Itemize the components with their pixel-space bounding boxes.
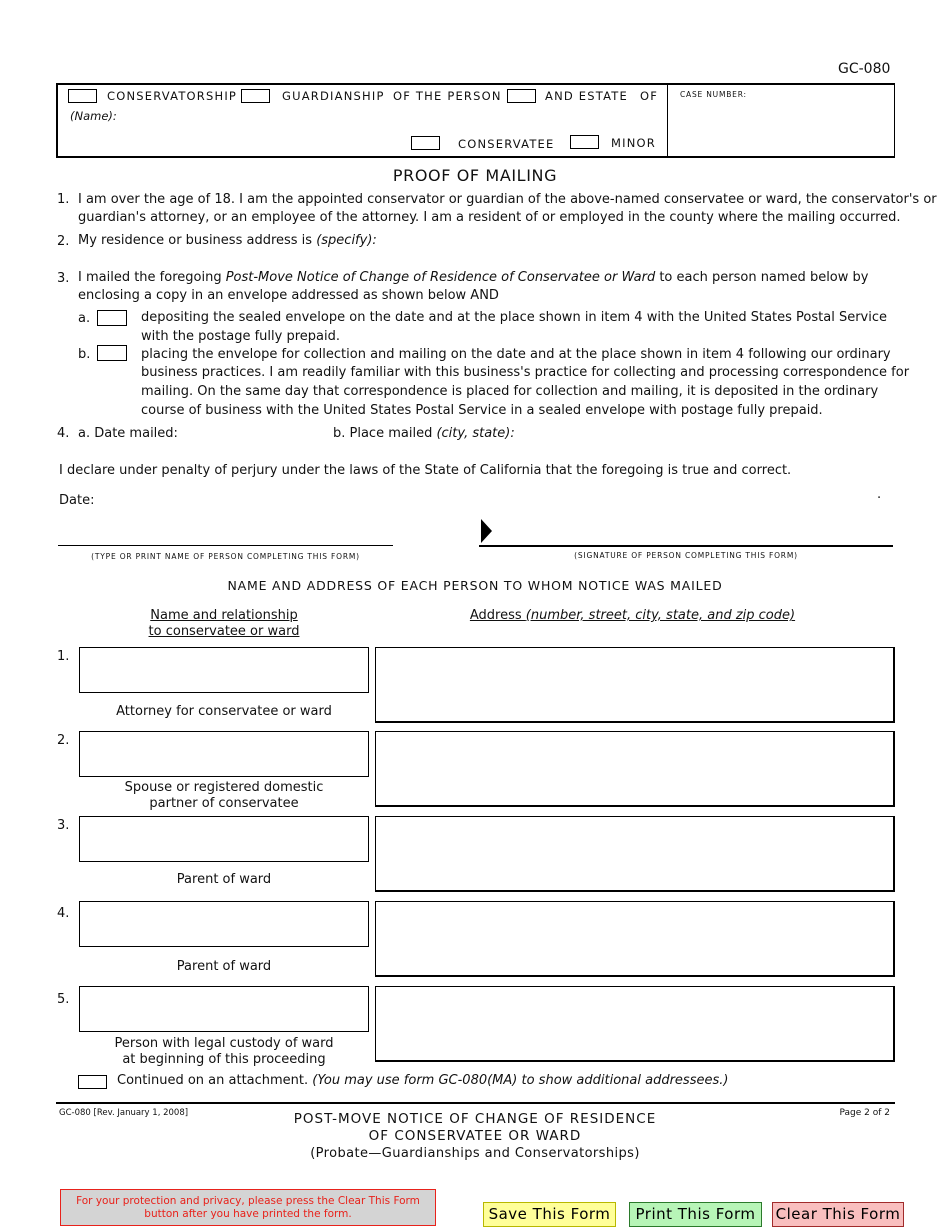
recipient-1-address-field[interactable] — [375, 647, 895, 723]
item-3b-line-3: mailing. On the same day that correspondence is placed for collection and mailing, it is deposited in the ordinary — [141, 384, 879, 399]
recipient-1-relationship-line-1: Attorney for conservatee or ward — [116, 704, 332, 719]
privacy-notice: For your protection and privacy, please press the Clear This Form button after you have printed the form. — [60, 1189, 436, 1226]
item-3a-label: a. — [78, 311, 91, 326]
item-3-notice-title: Post-Move Notice of Change of Residence of Conservatee or Ward — [225, 270, 656, 285]
case-number-label: CASE NUMBER: — [680, 90, 747, 99]
form-number: GC-080 — [838, 61, 891, 77]
name-signature-line — [58, 545, 393, 546]
item-3b-checkbox[interactable] — [97, 345, 127, 361]
recipient-4-relationship — [79, 959, 369, 975]
recipient-5-relationship — [79, 1036, 369, 1068]
recipient-3-relationship-line-1: Parent of ward — [176, 872, 272, 887]
name-caption: (TYPE OR PRINT NAME OF PERSON COMPLETING THIS FORM) — [91, 552, 360, 561]
place-mailed-text: b. Place mailed — [333, 426, 437, 441]
date-label: Date: — [59, 493, 95, 508]
recipient-2-address-field[interactable] — [375, 731, 895, 807]
continued-hint: (You may use form GC-080(MA) to show additional addressees.) — [312, 1073, 729, 1088]
recipient-5-number: 5. — [57, 992, 70, 1007]
recipient-4-relationship-line-1: Parent of ward — [176, 959, 272, 974]
list-heading: NAME AND ADDRESS OF EACH PERSON TO WHOM NOTICE WAS MAILED — [227, 578, 723, 593]
item-3a-checkbox[interactable] — [97, 310, 127, 326]
and-estate-checkbox[interactable] — [507, 89, 536, 103]
item-3b-line-1: placing the envelope for collection and mailing on the date and at the place shown in item 4 following our ordinary — [141, 347, 891, 362]
item-1-line-2: guardian's attorney, or an employee of the attorney. I am a resident of or employed in the county where the mailing occurred. — [78, 210, 901, 225]
recipient-5-name-field[interactable] — [79, 986, 369, 1032]
address-column-label: Address — [469, 608, 526, 623]
continued-label: Continued on an attachment. — [117, 1073, 313, 1088]
of-the-person-label: OF THE PERSON — [393, 89, 502, 103]
place-mailed-hint: (city, state): — [436, 426, 515, 441]
item-3b-line-2: business practices. I am readily familiar with this business's practice for collecting and processing correspondence for — [141, 365, 910, 380]
conservatee-checkbox[interactable] — [411, 136, 440, 150]
revision-label: GC-080 [Rev. January 1, 2008] — [59, 1108, 189, 1118]
page-title: PROOF OF MAILING — [392, 166, 558, 185]
recipient-2-number: 2. — [57, 733, 70, 748]
date-mailed-label: a. Date mailed: — [78, 426, 178, 441]
declaration: I declare under penalty of perjury under the laws of the State of California that the foregoing is true and correct. — [59, 463, 792, 478]
recipient-1-relationship — [79, 704, 369, 720]
item-1-line-1: I am over the age of 18. I am the appointed conservator or guardian of the above-named conservatee or ward, the conservator's or — [78, 192, 937, 207]
footer-subtitle: (Probate—Guardianships and Conservatorships) — [310, 1146, 640, 1161]
recipient-5-address-field[interactable] — [375, 986, 895, 1062]
minor-label: MINOR — [611, 136, 656, 150]
minor-checkbox[interactable] — [570, 135, 599, 149]
recipient-3-address-field[interactable] — [375, 816, 895, 892]
item-4-number: 4. — [57, 426, 70, 441]
item-3a-line-1: depositing the sealed envelope on the date and at the place shown in item 4 with the United States Postal Service — [141, 310, 888, 325]
recipient-4-number: 4. — [57, 906, 70, 921]
name-column-header-line-2: to conservatee or ward — [148, 624, 300, 639]
guardianship-label: GUARDIANSHIP — [282, 89, 385, 103]
item-3-post: to each person named below by — [655, 270, 869, 285]
item-3-line-2: enclosing a copy in an envelope addressed as shown below AND — [78, 288, 499, 303]
address-column-hint: (number, street, city, state, and zip code) — [525, 608, 796, 623]
recipient-1-number: 1. — [57, 649, 70, 664]
item-3-pre: I mailed the foregoing — [78, 270, 226, 285]
recipient-3-name-field[interactable] — [79, 816, 369, 862]
conservatorship-checkbox[interactable] — [68, 89, 97, 103]
signature-line — [479, 545, 893, 547]
recipient-4-address-field[interactable] — [375, 901, 895, 977]
caption-divider — [667, 83, 668, 158]
item-3-line-1 — [78, 269, 868, 288]
name-column-header — [79, 608, 369, 640]
signature-caption: (SIGNATURE OF PERSON COMPLETING THIS FORM) — [574, 551, 798, 560]
recipient-5-relationship-line-2: at beginning of this proceeding — [122, 1052, 326, 1067]
conservatee-label: CONSERVATEE — [458, 137, 555, 151]
address-column-header — [375, 608, 890, 623]
recipient-2-name-field[interactable] — [79, 731, 369, 777]
signature-arrow-icon — [481, 519, 492, 543]
recipient-5-relationship-line-1: Person with legal custody of ward — [114, 1036, 334, 1051]
item-1-number: 1. — [57, 192, 70, 207]
recipient-2-relationship-line-2: partner of conservatee — [149, 796, 299, 811]
continued-text — [117, 1072, 728, 1091]
of-label: OF — [640, 89, 659, 103]
save-form-button[interactable]: Save This Form — [483, 1202, 616, 1227]
footer-title-line-2: OF CONSERVATEE OR WARD — [368, 1128, 582, 1144]
footer-title — [0, 1111, 950, 1145]
recipient-2-relationship — [79, 780, 369, 812]
continued-checkbox[interactable] — [78, 1075, 107, 1089]
recipient-2-relationship-line-1: Spouse or registered domestic — [124, 780, 324, 795]
name-label: (Name): — [70, 109, 117, 123]
clear-form-button[interactable]: Clear This Form — [772, 1202, 904, 1227]
item-3b-label: b. — [78, 347, 91, 362]
recipient-3-relationship — [79, 872, 369, 888]
item-3a-line-2: with the postage fully prepaid. — [141, 329, 340, 344]
item-2-text — [78, 232, 377, 251]
item-3b-line-4: course of business with the United States Postal Service in a sealed envelope with postage fully prepaid. — [141, 403, 823, 418]
footer-rule — [56, 1102, 895, 1104]
item-2-specify: (specify): — [316, 233, 377, 248]
name-column-header-line-1: Name and relationship — [150, 608, 298, 623]
page-number: Page 2 of 2 — [839, 1108, 890, 1118]
item-2-number: 2. — [57, 234, 70, 249]
place-mailed-label — [333, 425, 515, 444]
item-2-label: My residence or business address is — [78, 233, 317, 248]
conservatorship-label: CONSERVATORSHIP — [107, 89, 238, 103]
recipient-1-name-field[interactable] — [79, 647, 369, 693]
recipient-4-name-field[interactable] — [79, 901, 369, 947]
period-mark: . — [877, 487, 882, 502]
guardianship-checkbox[interactable] — [241, 89, 270, 103]
item-3-number: 3. — [57, 271, 70, 286]
and-estate-label: AND ESTATE — [545, 89, 628, 103]
recipient-3-number: 3. — [57, 818, 70, 833]
footer-title-line-1: POST-MOVE NOTICE OF CHANGE OF RESIDENCE — [293, 1111, 657, 1127]
print-form-button[interactable]: Print This Form — [629, 1202, 762, 1227]
